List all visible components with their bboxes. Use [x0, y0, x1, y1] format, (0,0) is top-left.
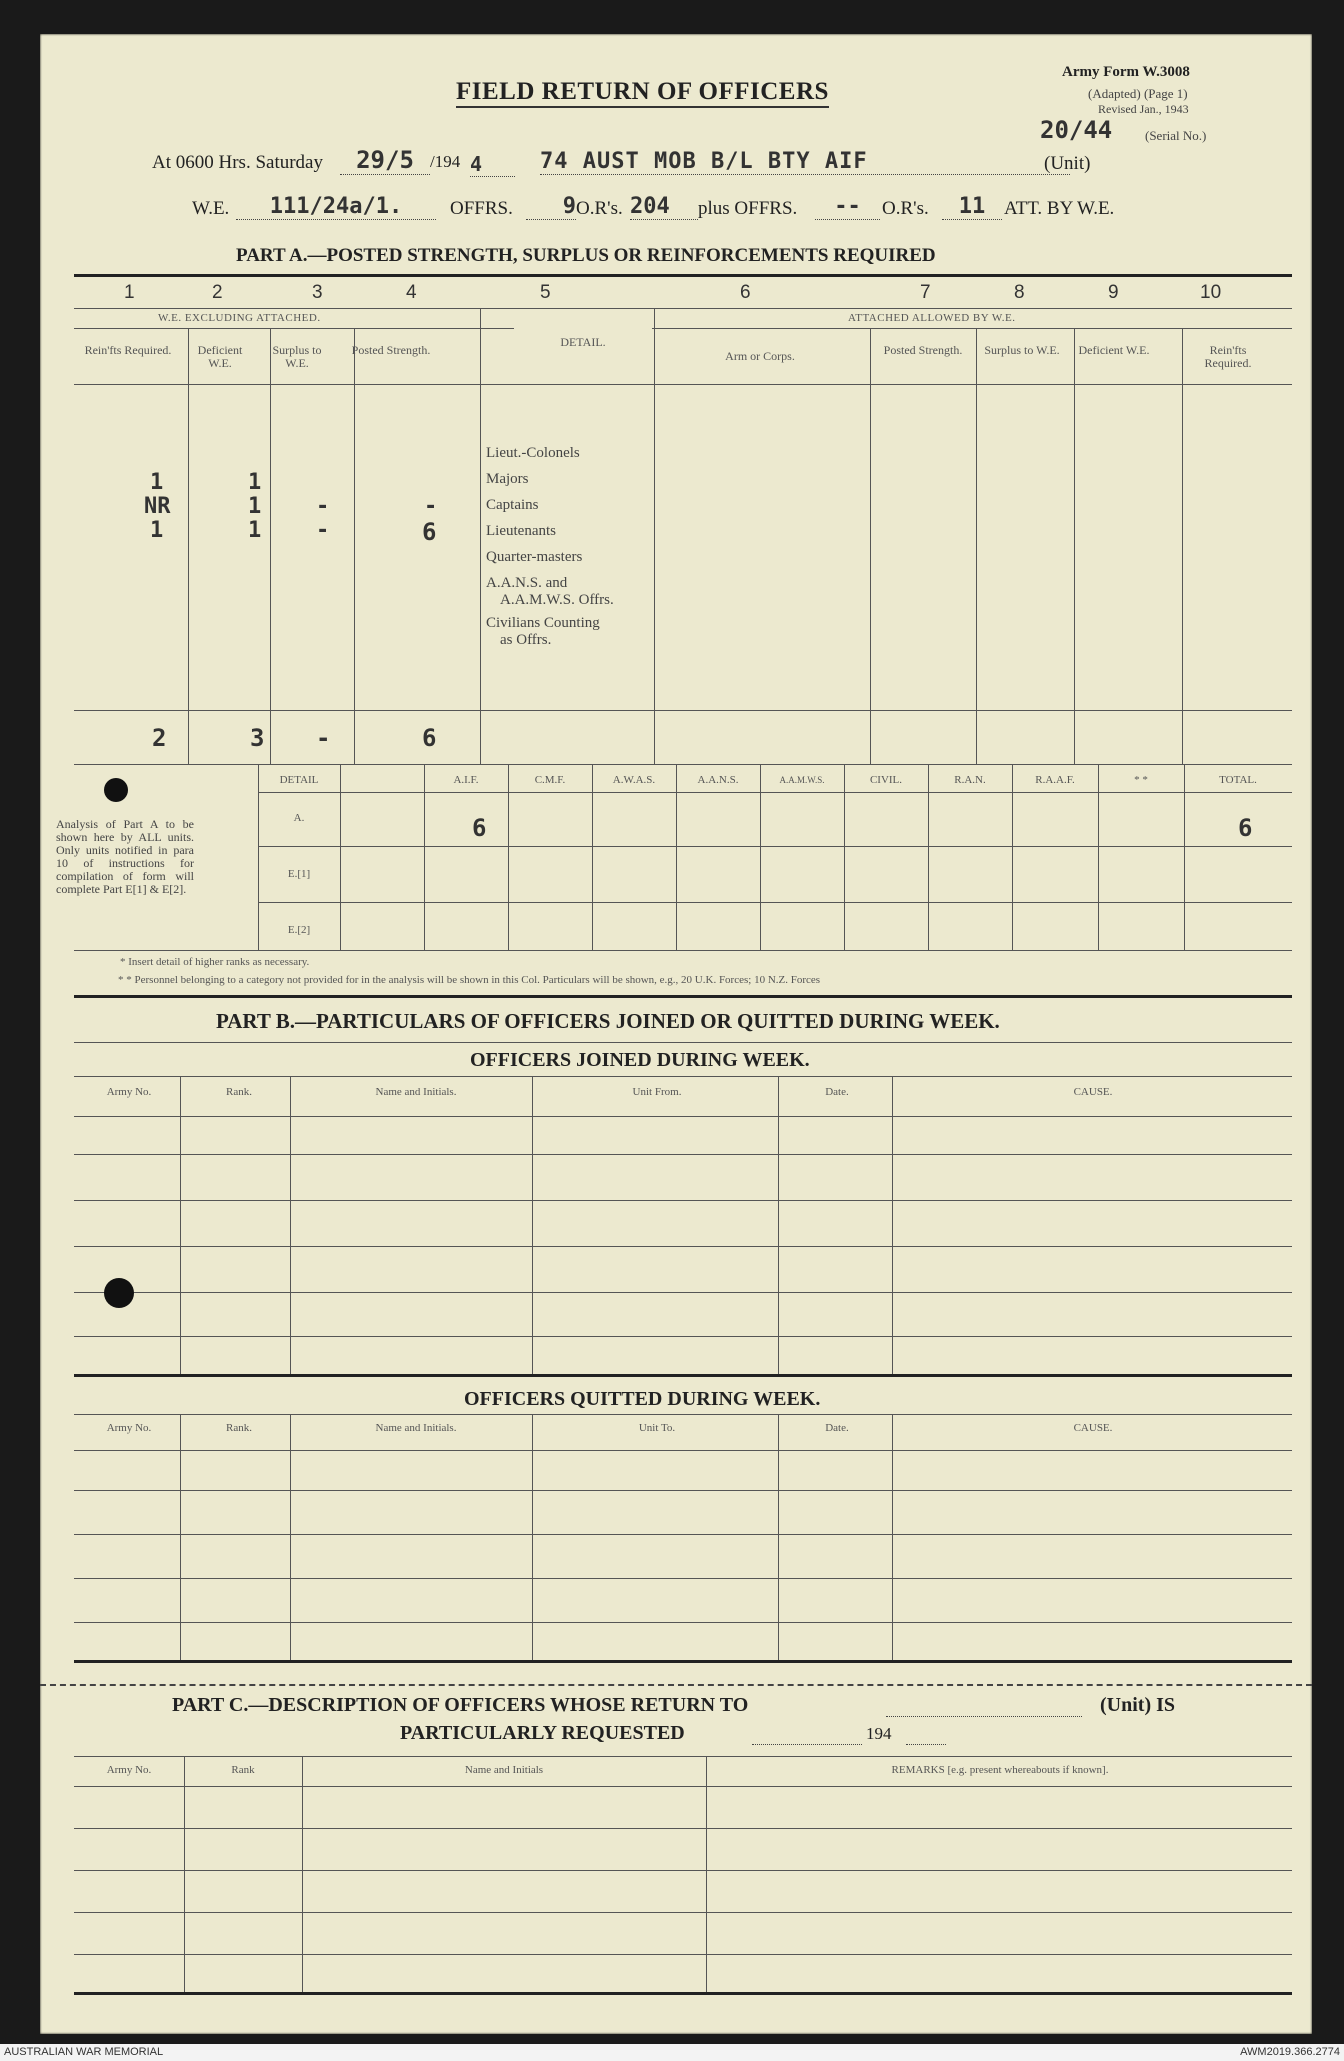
year-prefix: /194	[430, 152, 461, 171]
analysis-hdr-detail: DETAIL	[279, 774, 319, 786]
table-row	[74, 1490, 1292, 1491]
joined-hdr-date: Date.	[825, 1086, 849, 1098]
vline	[188, 328, 189, 764]
hdr-reinf2: Rein'fts Required.	[1204, 343, 1252, 370]
rank-aamws: A.A.M.W.S. Offrs.	[500, 592, 614, 608]
vline	[480, 308, 481, 764]
vline	[270, 328, 271, 764]
part-c-year-field[interactable]	[906, 1744, 946, 1745]
form-number: Army Form W.3008	[1062, 64, 1190, 80]
analysis-row-rule	[258, 846, 1292, 847]
table-row	[74, 1246, 1292, 1247]
col-num-9: 9	[1108, 282, 1119, 303]
rank-lieutenants: Lieutenants	[486, 523, 556, 539]
table-row	[74, 1578, 1292, 1579]
hdr-posted: Posted Strength.	[351, 343, 431, 357]
joined-title-rule	[74, 1076, 1292, 1077]
deficient-lieutenants[interactable]: 1	[248, 518, 262, 543]
vline	[290, 1076, 291, 1374]
table-row	[74, 1450, 1292, 1451]
analysis-hdr-other: * *	[1134, 774, 1148, 786]
footnote-higher-ranks: * Insert detail of higher ranks as necessary.	[120, 956, 310, 968]
ors-field[interactable]: 204	[630, 194, 698, 220]
analysis-hdr-raaf: R.A.A.F.	[1035, 774, 1075, 786]
form-adapted: (Adapted) (Page 1)	[1088, 86, 1188, 101]
rank-majors: Majors	[486, 471, 529, 487]
part-b-rule	[74, 995, 1292, 998]
quitted-hdr-unit-to: Unit To.	[638, 1422, 676, 1434]
total-deficient[interactable]: 3	[250, 724, 265, 752]
hdr-posted2: Posted Strength.	[883, 343, 963, 357]
part-c-line2: PARTICULARLY REQUESTED	[400, 1722, 685, 1744]
joined-hdr-name: Name and Initials.	[375, 1086, 457, 1098]
table-row	[74, 1870, 1292, 1871]
group-right-rule	[652, 328, 1292, 329]
col-num-6: 6	[740, 282, 751, 303]
table-row	[74, 1292, 1292, 1293]
table-row	[74, 1786, 1292, 1787]
serial-number: 20/44	[1040, 116, 1113, 144]
surplus-captains[interactable]: -	[316, 494, 330, 519]
quitted-rule	[74, 1374, 1292, 1377]
totals-rule	[74, 710, 1292, 711]
year-field[interactable]: 4	[470, 152, 515, 177]
quitted-hdr-army-no: Army No.	[106, 1422, 152, 1434]
quitted-title: OFFICERS QUITTED DURING WEEK.	[464, 1388, 821, 1410]
quitted-hdr-rank: Rank.	[226, 1422, 252, 1434]
table-row	[74, 1534, 1292, 1535]
ors2-label: O.R's.	[882, 198, 929, 219]
part-c-year: 194	[866, 1724, 892, 1743]
partc-hdr-name: Name and Initials	[464, 1764, 544, 1776]
vline	[180, 1076, 181, 1374]
reinf-captains[interactable]: NR	[144, 494, 171, 519]
rank-lieut-colonels: Lieut.-Colonels	[486, 445, 580, 461]
analysis-bottom-rule	[74, 950, 1292, 951]
ors-label: O.R's.	[576, 198, 623, 219]
deficient-majors[interactable]: 1	[248, 470, 262, 495]
quitted-hdr-name: Name and Initials.	[375, 1422, 457, 1434]
form-revised: Revised Jan., 1943	[1098, 102, 1189, 116]
analysis-hdr-total: TOTAL.	[1219, 774, 1257, 786]
vline	[184, 1756, 185, 1992]
group-we-excluding: W.E. EXCLUDING ATTACHED.	[158, 312, 321, 324]
punch-hole-top	[104, 778, 128, 802]
att-label: ATT. BY W.E.	[1004, 198, 1115, 219]
total-reinf[interactable]: 2	[152, 724, 167, 752]
total-surplus[interactable]: -	[316, 724, 331, 752]
footer-accession: AWM2019.366.2774	[1240, 2046, 1340, 2058]
rank-list	[486, 440, 614, 649]
hdr-surplus: Surplus to W.E.	[272, 343, 322, 370]
col-num-3: 3	[312, 282, 323, 303]
vline	[976, 328, 977, 764]
at-hours-label: At 0600 Hrs. Saturday	[152, 152, 323, 173]
joined-hdr-unit-from: Unit From.	[632, 1086, 682, 1098]
col-num-5: 5	[540, 282, 551, 303]
rank-captains: Captains	[486, 497, 539, 513]
reinf-lieutenants[interactable]: 1	[150, 518, 164, 543]
part-c-title: PART C.—DESCRIPTION OF OFFICERS WHOSE RETURN TO	[172, 1694, 749, 1716]
group-left-rule	[74, 328, 514, 329]
joined-hdr-rank: Rank.	[226, 1086, 252, 1098]
header-bottom-rule	[74, 384, 1292, 385]
page-title: FIELD RETURN OF OFFICERS	[456, 78, 829, 108]
reinf-majors[interactable]: 1	[150, 470, 164, 495]
table-row	[74, 1154, 1292, 1155]
vline	[654, 308, 655, 764]
part-c-bottom-rule	[74, 1992, 1292, 1995]
col-num-7: 7	[920, 282, 931, 303]
analysis-hdr-aans: A.A.N.S.	[697, 774, 739, 786]
analysis-row-e1: E.[1]	[287, 868, 311, 880]
rank-quarter-masters: Quarter-masters	[486, 549, 583, 565]
part-c-date-field[interactable]	[752, 1744, 862, 1745]
part-c-unit-field[interactable]	[886, 1716, 1082, 1717]
surplus-lieutenants[interactable]: -	[316, 518, 330, 543]
col-num-rule	[74, 308, 1292, 309]
punch-hole-bottom	[104, 1278, 134, 1308]
rank-civilians: Civilians Counting	[486, 615, 600, 631]
unit-label: (Unit)	[1044, 153, 1091, 174]
table-row	[74, 1622, 1292, 1623]
part-a-title: PART A.—POSTED STRENGTH, SURPLUS OR REINFORCEMENTS REQUIRED	[236, 245, 936, 266]
vline	[892, 1076, 893, 1374]
serial-label: (Serial No.)	[1145, 128, 1207, 143]
offrs-label: OFFRS.	[450, 198, 513, 219]
ors2-field[interactable]: 11	[942, 194, 1002, 220]
vline	[778, 1076, 779, 1374]
hdr-deficient: Deficient W.E.	[197, 343, 243, 370]
plus-offrs-label: plus OFFRS.	[698, 198, 798, 219]
col-num-10: 10	[1200, 282, 1222, 303]
hdr-surplus2: Surplus to W.E.	[984, 343, 1060, 357]
vline	[1182, 328, 1183, 764]
col-num-2: 2	[212, 282, 223, 303]
archive-footer	[0, 2044, 1344, 2061]
group-attached-allowed: ATTACHED ALLOWED BY W.E.	[848, 312, 1016, 324]
form-sheet	[40, 34, 1312, 2034]
partc-hdr-army-no: Army No.	[106, 1764, 152, 1776]
quitted-title-rule	[74, 1414, 1292, 1415]
analysis-hdr-cmf: C.M.F.	[534, 774, 566, 786]
analysis-top-rule	[74, 764, 1292, 765]
posted-captains[interactable]: -	[424, 494, 438, 519]
part-b-bottom-rule	[74, 1660, 1292, 1663]
col-num-1: 1	[124, 282, 135, 303]
cut-line	[40, 1684, 1312, 1686]
analysis-hdr-civil: CIVIL.	[869, 774, 903, 786]
hdr-reinf: Rein'fts Required.	[84, 343, 172, 357]
hdr-deficient2: Deficient W.E.	[1078, 343, 1150, 357]
quitted-hdr-cause: CAUSE.	[1073, 1422, 1113, 1434]
joined-title: OFFICERS JOINED DURING WEEK.	[470, 1049, 810, 1071]
rank-as-offrs: as Offrs.	[500, 632, 552, 648]
table-row	[74, 1954, 1292, 1955]
col-num-4: 4	[406, 282, 417, 303]
vline	[1074, 328, 1075, 764]
table-row	[74, 1116, 1292, 1117]
plus-offrs-field[interactable]: --	[815, 194, 880, 220]
partc-hdr-rank: Rank	[231, 1764, 255, 1776]
vline	[870, 328, 871, 764]
vline	[532, 1076, 533, 1374]
analysis-hdr-ran: R.A.N.	[954, 774, 986, 786]
offrs-field[interactable]: 9	[526, 194, 576, 220]
we-field[interactable]: 111/24a/1.	[236, 194, 436, 220]
table-row	[74, 1336, 1292, 1337]
total-posted[interactable]: 6	[422, 724, 437, 752]
analysis-row-rule	[258, 902, 1292, 903]
analysis-row-e2: E.[2]	[287, 924, 311, 936]
analysis-header-rule	[258, 792, 1292, 793]
part-b-title-rule	[74, 1042, 1292, 1043]
col-num-8: 8	[1014, 282, 1025, 303]
table-row	[74, 1828, 1292, 1829]
table-row	[74, 1912, 1292, 1913]
unit-field[interactable]: 74 AUST MOB B/L BTY AIF	[540, 149, 1070, 175]
part-c-unit-is: (Unit) IS	[1100, 1694, 1176, 1716]
date-field[interactable]: 29/5	[340, 146, 430, 175]
analysis-hdr-aamws: A.A.M.W.S.	[779, 775, 825, 785]
hdr-detail: DETAIL.	[560, 335, 606, 349]
total-value[interactable]: 6	[1238, 814, 1253, 842]
partc-hdr-remarks: REMARKS [e.g. present whereabouts if known].	[891, 1764, 1109, 1776]
posted-lieutenants[interactable]: 6	[422, 518, 437, 546]
part-a-rule	[74, 274, 1292, 277]
joined-hdr-army-no: Army No.	[106, 1086, 152, 1098]
table-row	[74, 1200, 1292, 1201]
analysis-note: Analysis of Part A to be shown here by ALL units. Only units notified in para 10 of instructions for compilation of form will complete Part E[1] & E[2].	[56, 817, 194, 896]
part-c-rule	[74, 1756, 1292, 1757]
part-b-title: PART B.—PARTICULARS OF OFFICERS JOINED OR QUITTED DURING WEEK.	[216, 1009, 1000, 1033]
deficient-captains[interactable]: 1	[248, 494, 262, 519]
footer-institution: AUSTRALIAN WAR MEMORIAL	[4, 2046, 164, 2058]
aif-value[interactable]: 6	[472, 814, 487, 842]
vline	[354, 328, 355, 764]
analysis-hdr-aif: A.I.F.	[453, 774, 479, 786]
analysis-row-a: A.	[293, 812, 305, 824]
quitted-hdr-date: Date.	[825, 1422, 849, 1434]
rank-aans: A.A.N.S. and	[486, 575, 568, 591]
analysis-hdr-awas: A.W.A.S.	[612, 774, 656, 786]
we-label: W.E.	[192, 198, 230, 219]
vline	[706, 1756, 707, 1992]
joined-hdr-cause: CAUSE.	[1073, 1086, 1113, 1098]
vline	[302, 1756, 303, 1992]
hdr-arm-corps: Arm or Corps.	[725, 349, 795, 363]
footnote-other-category: * * Personnel belonging to a category not provided for in the analysis will be shown in this Col. Particulars will be shown, e.g., 20 U.K. Forces; 10 N.Z. Forces	[118, 974, 821, 986]
